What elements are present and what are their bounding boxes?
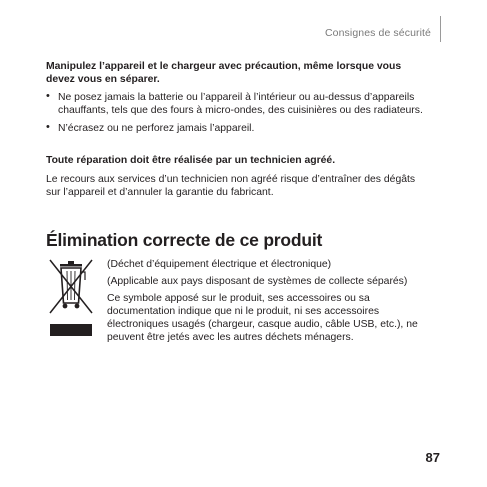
disposal-weee-line: (Déchet d’équipement électrique et électronique) [107,259,332,270]
bullet-line1: Ne posez jamais la batterie ou l’appareil à l’intérieur ou au-dessus d’appareils [58,92,415,103]
repair-section [46,154,441,199]
list-item [46,122,441,135]
handling-section [46,60,441,140]
disposal-applicable-line: (Applicable aux pays disposant de systèmes de collecte séparés) [107,276,408,287]
disposal-body-line3: électroniques usagés (chargeur, casque audio, câble USB, etc.), ne [107,319,418,330]
header-divider [440,16,441,42]
repair-heading: Toute réparation doit être réalisée par un technicien agréé. [46,155,336,166]
handling-heading [46,60,441,86]
disposal-body-line4: peuvent être jetés avec les autres déchets ménagers. [107,332,354,343]
bullet-line2: chauffants, tels que des fours à micro-ondes, des cuisinières ou des radiateurs. [58,105,423,116]
crossed-out-wheelie-bin-icon [46,258,96,340]
disposal-body [107,292,437,344]
handling-heading-line2: devez vous en séparer. [46,74,160,85]
bullet-icon: • [46,121,50,133]
handling-bullet-list [46,91,441,135]
repair-body-line1: Le recours aux services d’un technicien non agréé risque d’entraîner des dégâts [46,174,416,185]
disposal-text-block [107,258,437,348]
page-header-section-name: Consignes de sécurité [325,27,431,39]
disposal-body-line1: Ce symbole apposé sur le produit, ses accessoires ou sa [107,293,370,304]
disposal-body-line2: documentation indique que ni le produit, ni ses accessoires [107,306,380,317]
page-number: 87 [425,450,440,465]
bullet-icon: • [46,90,50,102]
repair-body [46,173,441,199]
bullet-line1: N’écrasez ou ne perforez jamais l’appareil. [58,123,255,134]
disposal-title: Élimination correcte de ce produit [46,230,323,250]
handling-heading-line1: Manipulez l’appareil et le chargeur avec précaution, même lorsque vous [46,61,402,72]
repair-body-line2: sur l’appareil et d’annuler la garantie du fabricant. [46,187,274,198]
list-item [46,91,441,117]
